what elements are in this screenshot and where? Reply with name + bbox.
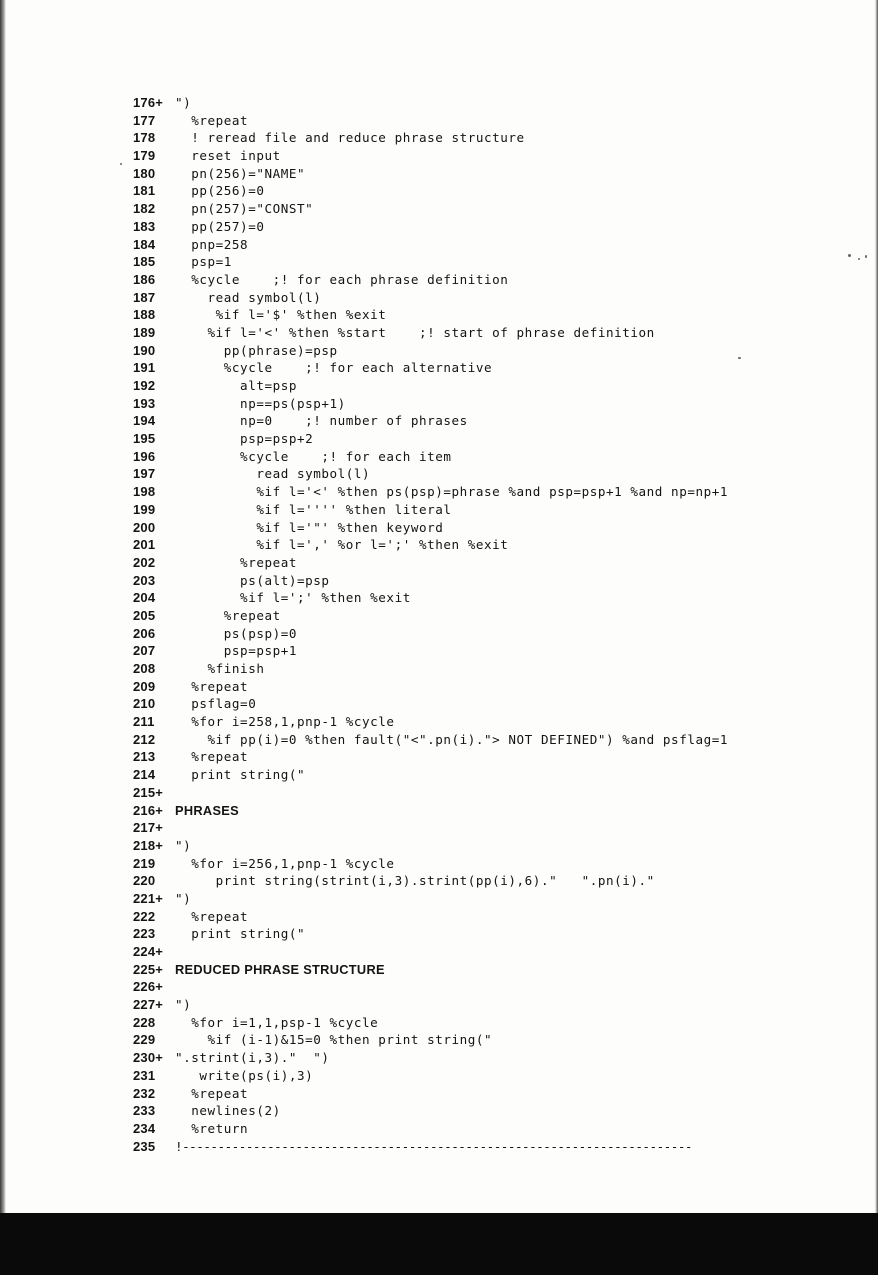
line-number: 222 [133, 908, 156, 924]
line-number: 205 [133, 607, 156, 623]
code-line [133, 289, 833, 307]
code-line [133, 1049, 833, 1067]
line-number: 233 [133, 1103, 156, 1119]
code-line [133, 1085, 833, 1103]
code-text: np=0 ;! number of phrases [175, 413, 468, 429]
line-number: 179 [133, 148, 156, 164]
line-number: 219 [133, 855, 156, 871]
code-line [133, 872, 833, 890]
line-number: 183 [133, 218, 156, 234]
code-line [133, 253, 833, 271]
line-number: 207 [133, 643, 156, 659]
code-text: pnp=258 [175, 236, 249, 252]
code-text: pn(257)="CONST" [175, 201, 314, 217]
line-number: 223 [133, 926, 156, 942]
code-text: %cycle ;! for each phrase definition [175, 271, 509, 287]
line-number: 193 [133, 395, 156, 411]
code-line [133, 377, 833, 395]
line-number: 176+ [133, 95, 164, 110]
code-line [133, 996, 833, 1014]
code-text: reset input [175, 148, 281, 164]
code-text [175, 943, 833, 961]
line-number: 195 [133, 431, 156, 447]
code-text: alt=psp [175, 378, 297, 393]
code-line [133, 519, 833, 537]
code-text: ".strint(i,3)." ") [175, 1050, 330, 1066]
code-line [133, 554, 833, 572]
code-text: %for i=256,1,pnp-1 %cycle [175, 855, 395, 871]
line-number: 232 [133, 1085, 156, 1101]
code-text: %repeat [175, 607, 281, 623]
code-text: %if (i-1)&15=0 %then print string(" [175, 1032, 493, 1048]
line-number: 230+ [133, 1050, 164, 1066]
code-line [133, 465, 833, 483]
code-text: ! reread file and reduce phrase structure [175, 130, 525, 146]
code-text: psflag=0 [175, 696, 257, 712]
line-number: 229 [133, 1032, 156, 1048]
line-number: 186 [133, 271, 156, 287]
code-line [133, 412, 833, 430]
code-line [133, 784, 833, 802]
code-text: newlines(2) [175, 1103, 281, 1119]
code-line [133, 1120, 833, 1138]
heading-text: PHRASES [175, 802, 239, 818]
code-text: %repeat [175, 749, 249, 765]
code-text: pn(256)="NAME" [175, 165, 306, 181]
code-line [133, 961, 833, 979]
code-text: %repeat [175, 908, 249, 924]
code-line [133, 625, 833, 643]
line-number: 211 [133, 714, 155, 730]
code-text: pp(256)=0 [175, 183, 265, 199]
line-number: 208 [133, 661, 156, 676]
code-line [133, 978, 833, 996]
line-number: 191 [133, 360, 156, 376]
line-number: 213 [133, 749, 156, 765]
line-number: 224+ [133, 944, 164, 959]
code-text: ") [175, 890, 192, 906]
code-line [133, 572, 833, 590]
line-number: 198 [133, 484, 156, 500]
code-line [133, 342, 833, 360]
line-number: 200 [133, 519, 156, 535]
line-number: 199 [133, 501, 156, 517]
code-line [133, 925, 833, 943]
code-line [133, 1102, 833, 1120]
scan-bottom-border [0, 1213, 878, 1275]
line-number: 231 [133, 1067, 156, 1083]
line-number: 220 [133, 873, 156, 889]
line-number: 189 [133, 324, 156, 340]
code-line [133, 1014, 833, 1032]
code-line [133, 713, 833, 731]
code-text: %if l='<' %then %start ;! start of phrase definition [175, 324, 655, 340]
code-line [133, 908, 833, 926]
code-line [133, 1138, 833, 1156]
code-line [133, 607, 833, 625]
line-number: 184 [133, 236, 156, 252]
code-text: %return [175, 1120, 249, 1136]
line-number: 181 [133, 183, 156, 199]
line-number: 190 [133, 342, 156, 358]
code-text: %cycle ;! for each item [175, 448, 452, 464]
code-line [133, 819, 833, 837]
code-text: np==ps(psp+1) [175, 395, 346, 411]
line-number: 192 [133, 378, 156, 393]
scan-speck [848, 254, 851, 257]
code-text: print string(strint(i,3).strint(pp(i),6)." ".pn(i)." [175, 873, 655, 889]
code-text: ps(alt)=psp [175, 572, 330, 588]
line-number: 180 [133, 165, 156, 181]
code-text: %repeat [175, 678, 249, 694]
code-line [133, 94, 833, 112]
code-listing [133, 94, 833, 1155]
code-line [133, 236, 833, 254]
line-number: 202 [133, 554, 156, 570]
code-line [133, 218, 833, 236]
code-line [133, 324, 833, 342]
line-number: 204 [133, 590, 156, 606]
code-line [133, 271, 833, 289]
scan-speck [858, 258, 860, 260]
code-line [133, 890, 833, 908]
code-text: psp=1 [175, 254, 232, 270]
code-text: %if l='$' %then %exit [175, 307, 387, 323]
code-line [133, 200, 833, 218]
code-line [133, 731, 833, 749]
code-line [133, 802, 833, 820]
code-line [133, 112, 833, 130]
code-text: %repeat [175, 554, 297, 570]
line-number: 212 [133, 731, 156, 747]
line-number: 221+ [133, 890, 164, 906]
code-text: print string(" [175, 767, 306, 783]
code-line [133, 359, 833, 377]
code-text: pp(phrase)=psp [175, 342, 338, 358]
scan-speck [865, 255, 867, 258]
line-number: 203 [133, 572, 156, 588]
code-text: %repeat [175, 1085, 249, 1101]
line-number: 216+ [133, 802, 164, 818]
code-text: psp=psp+1 [175, 643, 297, 659]
code-line [133, 536, 833, 554]
code-line [133, 306, 833, 324]
code-line [133, 943, 833, 961]
line-number: 209 [133, 678, 156, 694]
code-line [133, 855, 833, 873]
line-number: 226+ [133, 979, 164, 995]
line-number: 227+ [133, 997, 164, 1013]
page-left-edge-shadow [0, 0, 6, 1215]
line-number: 178 [133, 130, 156, 146]
code-line [133, 165, 833, 183]
code-line [133, 678, 833, 696]
code-text: %if l=',' %or l=';' %then %exit [175, 537, 509, 553]
scan-speck [738, 357, 741, 359]
line-number: 218+ [133, 837, 164, 853]
code-line [133, 147, 833, 165]
code-text [175, 978, 833, 996]
code-text: read symbol(l) [175, 289, 322, 305]
code-line [133, 748, 833, 766]
line-number: 201 [133, 537, 156, 553]
code-text: write(ps(i),3) [175, 1067, 314, 1083]
line-number: 225+ [133, 961, 164, 977]
code-line [133, 129, 833, 147]
line-number: 196 [133, 448, 156, 464]
line-number: 217+ [133, 820, 164, 836]
scan-speck [120, 163, 122, 165]
code-text: %for i=1,1,psp-1 %cycle [175, 1014, 379, 1030]
code-line [133, 395, 833, 413]
code-line [133, 1031, 833, 1049]
line-number: 214 [133, 767, 156, 783]
code-text: %finish [175, 661, 265, 676]
code-text [175, 784, 833, 802]
code-text: %if l=';' %then %exit [175, 590, 411, 606]
code-line [133, 448, 833, 466]
code-text: ") [175, 95, 192, 110]
line-number: 187 [133, 289, 156, 305]
line-number: 206 [133, 625, 156, 641]
line-number: 235 [133, 1138, 156, 1154]
line-number: 197 [133, 466, 156, 482]
code-line [133, 589, 833, 607]
line-number: 210 [133, 696, 156, 712]
line-number: 188 [133, 307, 156, 323]
code-text: read symbol(l) [175, 466, 371, 482]
code-text: psp=psp+2 [175, 431, 314, 447]
code-line [133, 695, 833, 713]
code-line [133, 837, 833, 855]
code-text [175, 819, 833, 837]
code-line [133, 483, 833, 501]
code-text: %for i=258,1,pnp-1 %cycle [175, 714, 395, 730]
line-number: 177 [133, 112, 156, 128]
line-number: 215+ [133, 784, 164, 800]
code-text: ps(psp)=0 [175, 625, 297, 641]
code-line [133, 182, 833, 200]
code-text: ") [175, 997, 192, 1013]
code-text: !------------------------------------------------------------------------ [175, 1138, 692, 1154]
line-number: 234 [133, 1120, 156, 1136]
code-text: %if l='"' %then keyword [175, 519, 444, 535]
heading-text: REDUCED PHRASE STRUCTURE [175, 961, 385, 977]
code-line [133, 660, 833, 678]
line-number: 194 [133, 413, 156, 429]
code-text: %repeat [175, 112, 249, 128]
code-line [133, 1067, 833, 1085]
code-text: %if pp(i)=0 %then fault("<".pn(i)."> NOT DEFINED") %and psflag=1 [175, 731, 728, 747]
line-number: 185 [133, 254, 156, 270]
code-line [133, 501, 833, 519]
code-line [133, 430, 833, 448]
code-text: ") [175, 837, 192, 853]
code-line [133, 766, 833, 784]
code-text: %cycle ;! for each alternative [175, 360, 493, 376]
line-number: 182 [133, 201, 156, 217]
code-text: print string(" [175, 926, 306, 942]
code-text: %if l='<' %then ps(psp)=phrase %and psp=psp+1 %and np=np+1 [175, 484, 728, 500]
code-line [133, 642, 833, 660]
code-text: pp(257)=0 [175, 218, 265, 234]
code-text: %if l='''' %then literal [175, 501, 452, 517]
line-number: 228 [133, 1014, 156, 1030]
